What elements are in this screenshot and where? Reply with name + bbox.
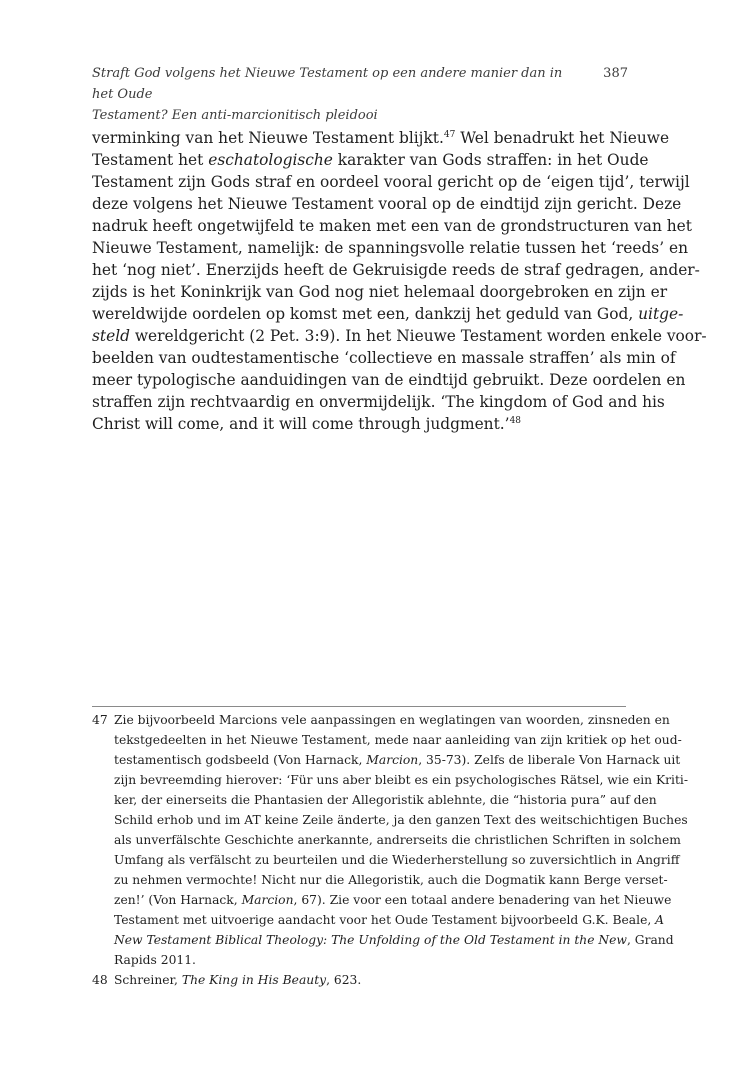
body-line: verminking van het Nieuwe Testament blijkt.$^{47}$ Wel benadrukt het Nieuwe	[92, 129, 670, 147]
footnote-line: testamentisch godsbeeld (Von Harnack, Marcion, 35-73). Zelfs de liberale Von Harnack uit	[114, 753, 681, 767]
body-line: wereldwijde oordelen op komst met een, dankzij het geduld van God, uitge-	[92, 305, 684, 323]
emphasis: eschatologische	[208, 151, 333, 169]
running-title-line-1: Straft God volgens het Nieuwe Testament op een andere manier dan in het Oude	[92, 66, 563, 102]
footnote-line: Umfang als verfälscht zu beurteilen und die Wiederherstellung so zuversichtlich in Angriff	[114, 853, 680, 867]
emphasis: New Testament Biblical Theology: The Unfolding of the Old Testament in the New	[114, 933, 627, 947]
emphasis: A	[655, 913, 665, 927]
running-title-line-2: Testament? Een anti-marcionitisch pleidooi	[92, 108, 378, 123]
footnote-line: Schreiner, The King in His Beauty, 623.	[114, 973, 362, 987]
body-line: deze volgens het Nieuwe Testament vooral op de eindtijd zijn gericht. Deze	[92, 195, 682, 213]
footnote-line: New Testament Biblical Theology: The Unfolding of the Old Testament in the New, Grand	[114, 933, 674, 947]
body-line: Testament het eschatologische karakter van Gods straffen: in het Oude	[92, 151, 649, 169]
page-number: 387	[603, 66, 628, 81]
body-line: Nieuwe Testament, namelijk: de spanningsvolle relatie tussen het ‘reeds’ en	[92, 239, 689, 257]
emphasis: The King in His Beauty	[181, 973, 327, 987]
body-line: steld wereldgericht (2 Pet. 3:9). In het Nieuwe Testament worden enkele voor-	[92, 327, 707, 345]
body-line: Christ will come, and it will come through judgment.’$^{48}$	[92, 415, 522, 433]
footnote-line: als unverfälschte Geschichte anerkannte, andrerseits die christlichen Schriften in solchem	[114, 833, 681, 847]
emphasis: steld	[92, 327, 130, 345]
footnote-ref-48: 48	[509, 416, 522, 426]
body-line: beelden van oudtestamentische ‘collectieve en massale straffen’ als min of	[92, 349, 676, 367]
footnote-line: zu nehmen vermochte! Nicht nur die Allegoristik, auch die Dogmatik kann Berge verset-	[114, 873, 668, 887]
footnote-line: ker, der einerseits die Phantasien der Allegoristik ablehnte, die “historia pura” auf den	[114, 793, 657, 807]
footnote-line: tekstgedeelten in het Nieuwe Testament, mede naar aanleiding van zijn kritiek op het oud-	[114, 733, 682, 747]
footnote-line: Zie bijvoorbeeld Marcions vele aanpassingen en weglatingen van woorden, zinsneden en	[114, 713, 670, 727]
footnote-line: Schild erhob und im AT keine Zeile änderte, ja den ganzen Text des weitschichtigen Buches	[114, 813, 688, 827]
body-line: Testament zijn Gods straf en oordeel vooral gericht op de ‘eigen tijd’, terwijl	[92, 173, 690, 191]
footnote-ref-47: 47	[443, 130, 456, 140]
footnote-line: zijn bevreemding hierover: ‘Für uns aber bleibt es ein psychologisches Rätsel, wie ein Kriti-	[114, 773, 689, 787]
emphasis: Marcion	[366, 753, 419, 767]
footnote-line: Rapids 2011.	[114, 953, 196, 967]
emphasis: uitge-	[638, 305, 684, 323]
running-header	[92, 63, 628, 126]
body-line: nadruk heeft ongetwijfeld te maken met een van de grondstructuren van het	[92, 217, 692, 235]
body-line: het ‘nog niet’. Enerzijds heeft de Gekruisigde reeds de straf gedragen, ander-	[92, 261, 700, 279]
emphasis: Marcion	[241, 893, 294, 907]
footnote-number-48: 48	[92, 973, 108, 987]
body-line: straffen zijn rechtvaardig en onvermijdelijk. ‘The kingdom of God and his	[92, 393, 665, 411]
footnote-line: Testament met uitvoerige aandacht voor het Oude Testament bijvoorbeeld G.K. Beale, A	[114, 913, 665, 927]
body-line: zijds is het Koninkrijk van God nog niet helemaal doorgebroken en zijn er	[92, 283, 668, 301]
body-line: meer typologische aanduidingen van de eindtijd gebruikt. Deze oordelen en	[92, 371, 686, 389]
footnote-separator	[92, 706, 626, 707]
footnote-line: zen!’ (Von Harnack, Marcion, 67). Zie voor een totaal andere benadering van het Nieuwe	[114, 893, 672, 907]
footnote-number-47: 47	[92, 713, 108, 727]
